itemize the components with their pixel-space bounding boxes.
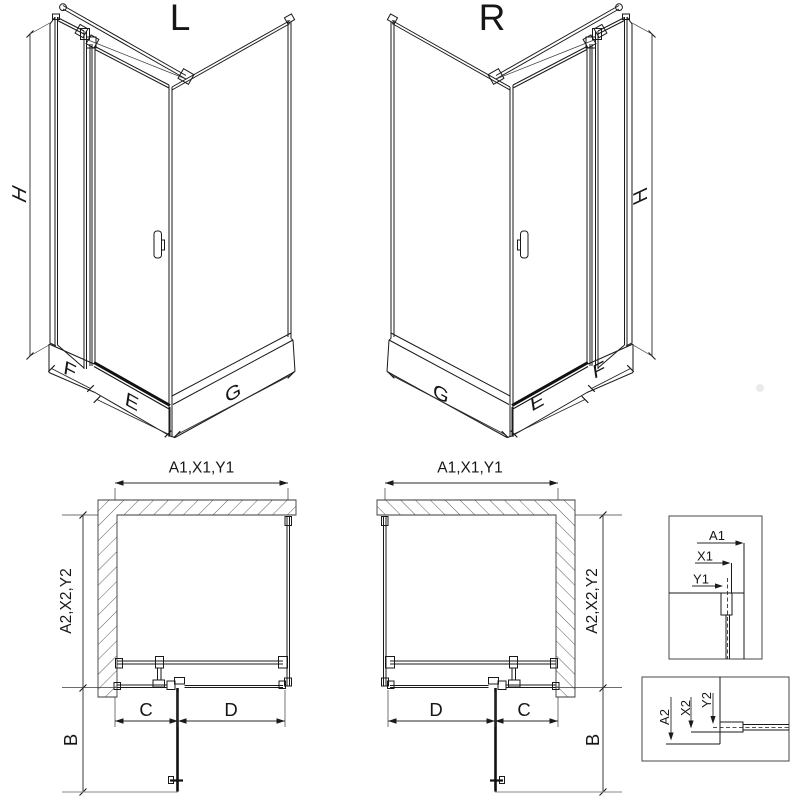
dim-label-e-left: E bbox=[123, 388, 141, 417]
variant-title-right: R bbox=[478, 0, 506, 38]
dim-label-e-right: E bbox=[528, 388, 546, 417]
dim-label-a2x2y2-right: A2,X2,Y2 bbox=[584, 568, 601, 634]
iso-view-right bbox=[387, 0, 656, 438]
detail-box-depth bbox=[642, 677, 789, 761]
dim-label-g-left: G bbox=[223, 378, 243, 408]
dim-label-a1x1y1-right: A1,X1,Y1 bbox=[437, 459, 503, 477]
dim-label-h-right: H bbox=[629, 183, 652, 209]
dim-label-d-left: D bbox=[224, 699, 238, 720]
iso-view-left bbox=[9, 0, 295, 438]
detail-label-x2: X2 bbox=[678, 700, 693, 716]
dim-label-a2x2y2-left: A2,X2,Y2 bbox=[58, 568, 75, 634]
watermark-dot bbox=[756, 384, 764, 392]
detail-box-width bbox=[669, 516, 762, 659]
detail-label-y2: Y2 bbox=[699, 692, 714, 708]
plan-line-art-right bbox=[377, 480, 575, 791]
dim-label-f-right: F bbox=[591, 356, 607, 384]
detail-label-a2: A2 bbox=[657, 709, 672, 725]
dim-label-f-left: F bbox=[62, 356, 78, 384]
detail-label-a1: A1 bbox=[709, 528, 725, 543]
dim-label-c-right: C bbox=[517, 699, 531, 720]
dim-label-d-right: D bbox=[429, 699, 443, 720]
dim-label-b-left: B bbox=[60, 733, 81, 747]
dim-label-a1x1y1-left: A1,X1,Y1 bbox=[168, 459, 235, 477]
iso-line-art-right bbox=[387, 4, 656, 438]
plan-line-art-left bbox=[98, 480, 296, 791]
detail-label-y1: Y1 bbox=[693, 571, 709, 587]
detail-label-x1: X1 bbox=[697, 548, 713, 564]
plan-view-right bbox=[377, 460, 622, 796]
dim-label-h-left: H bbox=[8, 181, 31, 207]
dim-label-c-left: C bbox=[139, 699, 153, 720]
plan-view-left bbox=[58, 460, 296, 796]
variant-title-left: L bbox=[169, 0, 191, 38]
dim-label-g-right: G bbox=[431, 379, 451, 409]
dim-label-b-right: B bbox=[582, 733, 603, 747]
